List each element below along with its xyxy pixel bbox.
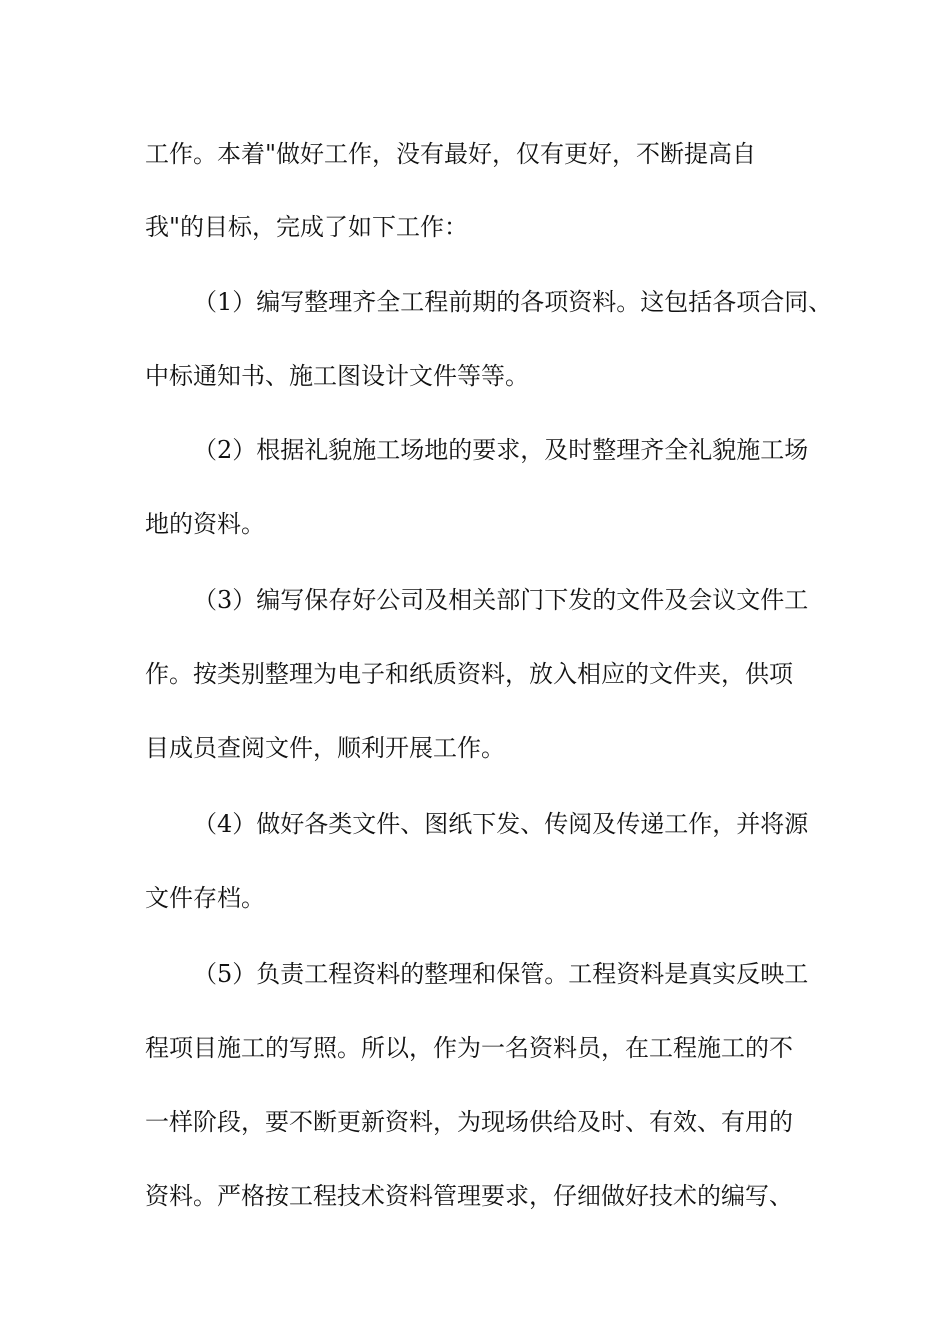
- text-line: 一样阶段，要不断更新资料，为现场供给及时、有效、有用的: [145, 1108, 793, 1136]
- text-line: 程项目施工的写照。所以，作为一名资料员，在工程施工的不: [145, 1034, 793, 1062]
- text-line: 文件存档。: [145, 884, 265, 912]
- text-line: 目成员查阅文件，顺利开展工作。: [145, 734, 505, 762]
- paragraph-item-4-line: （4）做好各类文件、图纸下发、传阅及传递工作，并将源: [193, 810, 809, 838]
- text-line: 资料。严格按工程技术资料管理要求，仔细做好技术的编写、: [145, 1182, 793, 1210]
- text-line: 地的资料。: [145, 510, 265, 538]
- text-line: 作。按类别整理为电子和纸质资料，放入相应的文件夹，供项: [145, 660, 793, 688]
- paragraph-item-5-line: （5）负责工程资料的整理和保管。工程资料是真实反映工: [193, 960, 809, 988]
- text-line: 中标通知书、施工图设计文件等等。: [145, 362, 529, 390]
- paragraph-item-3-line: （3）编写保存好公司及相关部门下发的文件及会议文件工: [193, 586, 809, 614]
- paragraph-item-2-line: （2）根据礼貌施工场地的要求，及时整理齐全礼貌施工场: [193, 436, 809, 464]
- text-line: 工作。本着"做好工作，没有最好，仅有更好，不断提高自: [145, 140, 757, 168]
- paragraph-item-1-line: （1）编写整理齐全工程前期的各项资料。这包括各项合同、: [193, 288, 833, 316]
- text-line: 我"的目标，完成了如下工作：: [145, 213, 469, 241]
